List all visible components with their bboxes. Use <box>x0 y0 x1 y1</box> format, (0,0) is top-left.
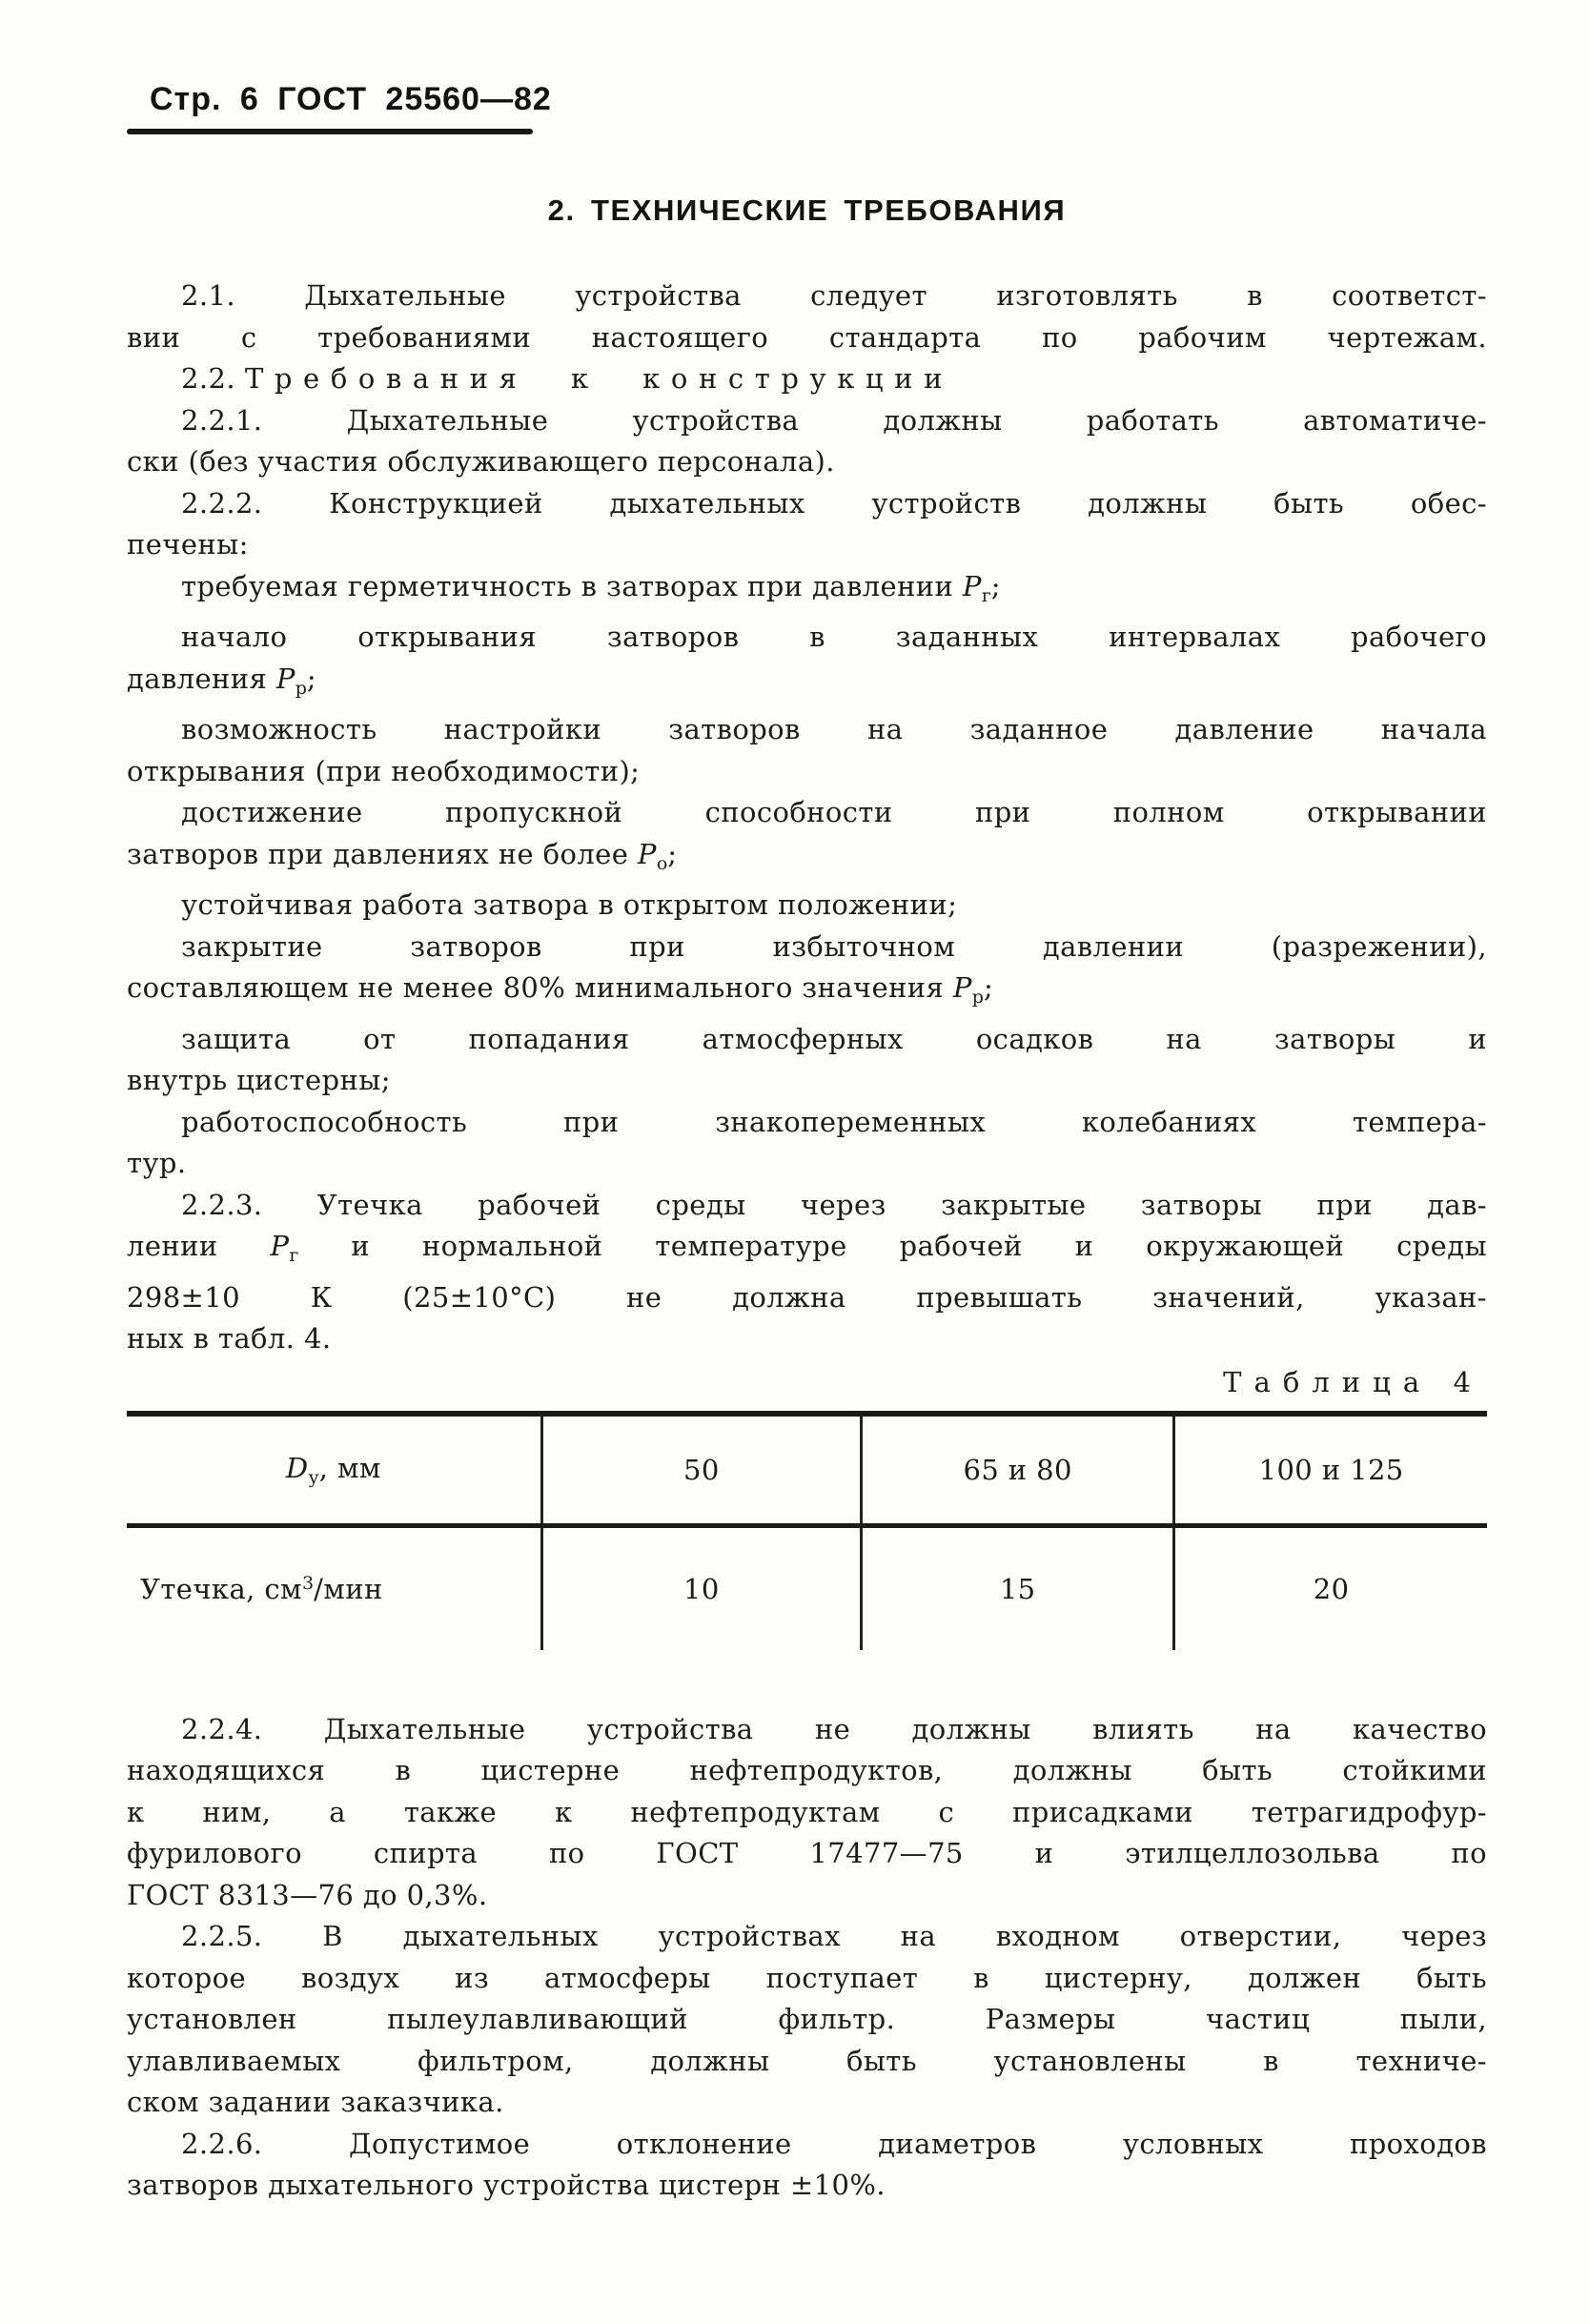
list-item-line: давления $Р_р$; <box>127 662 317 699</box>
table-4 <box>127 1411 1487 1650</box>
list-item-line: устойчивая работа затвора в открытом положении; <box>181 888 958 922</box>
list-item-line: требуемая герметичность в затворах при давлении $Р_г$; <box>181 569 1001 606</box>
table-cell: 15 <box>862 1525 1174 1650</box>
list-item-line: достижение пропускной способности при полном открывании <box>181 796 1487 829</box>
list-item-line: работоспособность при знакопеременных колебаниях темпера- <box>181 1105 1487 1138</box>
text-line: 2.1. Дыхательные устройства следует изготовлять в соответст- <box>181 279 1487 313</box>
table-row <box>127 1414 1487 1526</box>
text-line: к ним, а также к нефтепродуктам с присадками тетрагидрофур- <box>127 1795 1487 1828</box>
header-rule <box>127 129 533 134</box>
list-item-line: составляющем не менее 80% минимального значения $Р_р$; <box>127 971 994 1009</box>
text-line: 2.2.3. Утечка рабочей среды через закрытые затворы при дав- <box>181 1188 1487 1221</box>
list-item-line: возможность настройки затворов на заданное давление начала <box>181 713 1487 746</box>
text-line: установлен пылеулавливающий фильтр. Размеры частиц пыли, <box>127 2003 1487 2036</box>
list-item-line: внутрь цистерны; <box>127 1064 391 1097</box>
paragraph-2-2-1 <box>127 400 1487 483</box>
page-header <box>127 82 1487 134</box>
table-cell: 65 и 80 <box>862 1414 1174 1526</box>
table-cell: 20 <box>1174 1525 1487 1650</box>
text-line: 2.2.4. Дыхательные устройства не должны влиять на качество <box>181 1712 1487 1745</box>
list-item-line: закрытие затворов при избыточном давлении (разрежении), <box>181 929 1487 963</box>
table-row <box>127 1525 1487 1650</box>
clause-title: Требования к конструкции <box>244 362 954 396</box>
requirements-list <box>127 566 1487 1185</box>
text-line: ГОСТ 8313—76 до 0,3%. <box>127 1878 488 1911</box>
table-cell-leak-label: Утечка, $см^3$/мин <box>140 1572 383 1605</box>
paragraph-2-2-4 <box>127 1709 1487 1917</box>
list-item-line: начало открывания затворов в заданных интервалах рабочего <box>181 621 1487 654</box>
section-title: 2. ТЕХНИЧЕСКИЕ ТРЕБОВАНИЯ <box>547 194 1067 228</box>
table-caption: Таблица 4 <box>1223 1365 1483 1398</box>
text-line: 2.2.6. Допустимое отклонение диаметров условных проходов <box>181 2127 1487 2160</box>
paragraph-2-2-3 <box>127 1185 1487 1360</box>
paragraph-2-2-5-and-2-2-6 <box>127 1916 1487 2207</box>
table-cell-dy-label: $D_у$, мм <box>127 1414 541 1526</box>
text-line: ных в табл. 4. <box>127 1322 332 1356</box>
text-line: 2.2.5. В дыхательных устройствах на входном отверстии, через <box>181 1920 1487 1953</box>
text-line: вии с требованиями настоящего стандарта по рабочим чертежам. <box>127 320 1487 354</box>
table-cell: 100 и 125 <box>1174 1414 1487 1526</box>
page-header-label: Стр. 6 ГОСТ 25560—82 <box>150 81 552 117</box>
text-line: улавливаемых фильтром, должны быть установлены в техниче- <box>127 2044 1487 2077</box>
table-cell: 50 <box>541 1414 861 1526</box>
text-line: которое воздух из атмосферы поступает в цистерну, должен быть <box>127 1961 1487 1994</box>
text-line: находящихся в цистерне нефтепродуктов, должны быть стойкими <box>127 1754 1487 1787</box>
clause-number: 2.2. <box>181 362 235 396</box>
text-line: фурилового спирта по ГОСТ 17477—75 и этилцеллозольва по <box>127 1837 1487 1870</box>
list-item-line: открывания (при необходимости); <box>127 754 641 787</box>
paragraph-2-1 <box>127 275 1487 358</box>
paragraph-2-2 <box>127 358 1487 400</box>
text-line: 298±10 К (25±10°С) не должна превышать значений, указан- <box>127 1280 1487 1314</box>
list-item-line: затворов при давлениях не более $Р_о$; <box>127 837 678 874</box>
text-line: лении $Р_г$ и нормальной температуре рабочей и окружающей среды <box>127 1230 1487 1267</box>
text-line: ском задании заказчика. <box>127 2086 504 2119</box>
text-line: печены: <box>127 528 249 561</box>
text-line: 2.2.1. Дыхательные устройства должны работать автоматиче- <box>181 403 1487 437</box>
paragraph-2-2-2 <box>127 483 1487 566</box>
text-line: затворов дыхательного устройства цистерн ±10%. <box>127 2169 886 2202</box>
text-line: ски (без участия обслуживающего персонала). <box>127 445 835 479</box>
list-item-line: тур. <box>127 1147 187 1180</box>
table-cell: 10 <box>541 1525 861 1650</box>
text-line: 2.2.2. Конструкцией дыхательных устройств должны быть обес- <box>181 486 1487 520</box>
list-item-line: защита от попадания атмосферных осадков на затворы и <box>181 1022 1487 1055</box>
